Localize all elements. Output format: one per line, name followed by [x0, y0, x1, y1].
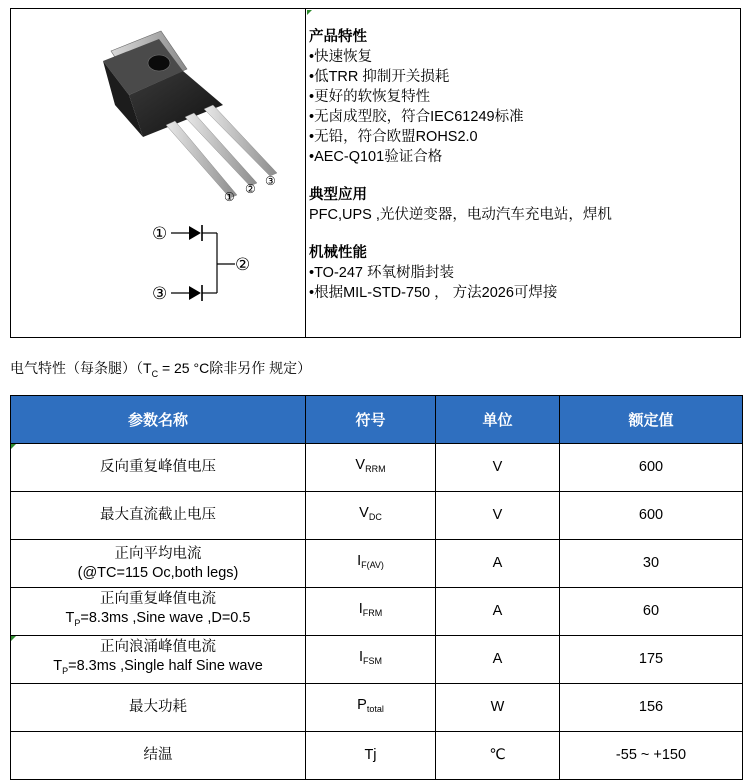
schematic-pin2: ②	[235, 255, 251, 275]
table-row	[11, 444, 743, 492]
feature-item: •AEC-Q101验证合格	[309, 149, 443, 165]
cell-marker	[307, 10, 312, 15]
pin1-label: ①	[224, 190, 235, 204]
pin3-label: ③	[265, 174, 276, 188]
value-cell: 175	[560, 636, 743, 684]
symbol-cell: $I_{FRM}$	[306, 588, 436, 636]
table-row	[11, 588, 743, 636]
unit-cell: V	[436, 444, 560, 492]
table-header-row	[11, 396, 743, 444]
package-illustration-cell	[11, 9, 305, 337]
value-cell: 30	[560, 540, 743, 588]
to247-package-image	[11, 9, 305, 209]
caption-sub: C	[151, 368, 159, 379]
unit-cell: A	[436, 588, 560, 636]
feature-item: •快速恢复	[309, 49, 373, 65]
symbol-cell: $P_{total}$	[306, 684, 436, 732]
symbol-cell: $I_{F(AV)}$	[306, 540, 436, 588]
param-cell	[11, 444, 306, 492]
param-text: (@TC=115 Oc,both legs)	[77, 564, 239, 581]
unit-cell: A	[436, 636, 560, 684]
param-text: 反向重复峰值电压	[100, 459, 216, 475]
param-text: $T_P=8.3ms$ ,Sine wave ,D=0.5	[65, 610, 251, 628]
mechanical-title: 机械性能	[309, 245, 367, 261]
param-cell	[11, 636, 306, 684]
diode-top-icon	[189, 226, 201, 240]
column-divider	[305, 9, 306, 337]
applications-title: 典型应用	[309, 187, 367, 203]
value-cell: 600	[560, 444, 743, 492]
table-row	[11, 492, 743, 540]
value-cell: 156	[560, 684, 743, 732]
header-symbol: 符号	[306, 396, 436, 444]
mechanical-item: •TO-247 环氧树脂封装	[309, 265, 454, 281]
table-row	[11, 636, 743, 684]
header-param: 参数名称	[11, 396, 306, 444]
feature-item: •无卤成型胶，符合IEC61249标准	[309, 109, 524, 125]
param-text: 最大直流截止电压	[100, 507, 216, 523]
features-title: 产品特性	[309, 29, 367, 45]
param-cell	[11, 684, 306, 732]
features-text	[309, 27, 739, 303]
symbol-cell: $V_{RRM}$	[306, 444, 436, 492]
cell-marker	[11, 636, 16, 641]
unit-cell: W	[436, 684, 560, 732]
table-row	[11, 732, 743, 780]
schematic-pin3: ③	[152, 284, 168, 304]
circuit-schematic	[11, 219, 305, 329]
header-value: 额定值	[560, 396, 743, 444]
param-cell	[11, 492, 306, 540]
caption-suffix: = 25 °C除非另作 规定）	[158, 360, 312, 376]
param-text: 最大功耗	[129, 699, 187, 715]
symbol-cell: $I_{FSM}$	[306, 636, 436, 684]
param-text: 正向浪涌峰值电流	[100, 639, 216, 656]
electrical-spec-table	[10, 395, 743, 780]
param-cell	[11, 588, 306, 636]
applications-text: PFC,UPS ,光伏逆变器，电动汽车充电站，焊机	[309, 207, 612, 223]
unit-cell: ℃	[436, 732, 560, 780]
cell-marker	[11, 444, 16, 449]
param-cell	[11, 732, 306, 780]
unit-cell: A	[436, 540, 560, 588]
mechanical-item: •根据MIL-STD-750 ， 方法2026可焊接	[309, 285, 558, 301]
diode-bottom-icon	[189, 286, 201, 300]
value-cell: -55 ~ +150	[560, 732, 743, 780]
param-text: 正向平均电流	[114, 545, 202, 562]
feature-item: •无铅，符合欧盟ROHS2.0	[309, 129, 478, 145]
value-cell: 600	[560, 492, 743, 540]
param-cell	[11, 540, 306, 588]
table-row	[11, 684, 743, 732]
feature-item: •低TRR 抑制开关损耗	[309, 69, 450, 85]
unit-cell: V	[436, 492, 560, 540]
header-unit: 单位	[436, 396, 560, 444]
feature-item: •更好的软恢复特性	[309, 89, 431, 105]
param-text: 结温	[143, 747, 173, 763]
schematic-pin1: ①	[152, 224, 168, 244]
caption-prefix: 电气特性（每条腿）（T	[10, 360, 152, 376]
product-info-box	[10, 8, 741, 338]
value-cell: 60	[560, 588, 743, 636]
symbol-cell: $V_{DC}$	[306, 492, 436, 540]
param-text: $T_P=8.3ms$ ,Single half Sine wave	[53, 658, 263, 676]
table-row	[11, 540, 743, 588]
param-text: 正向重复峰值电流	[100, 591, 216, 608]
pin2-label: ②	[245, 182, 256, 196]
table-caption	[10, 358, 311, 379]
symbol-cell: Tj	[306, 732, 436, 780]
